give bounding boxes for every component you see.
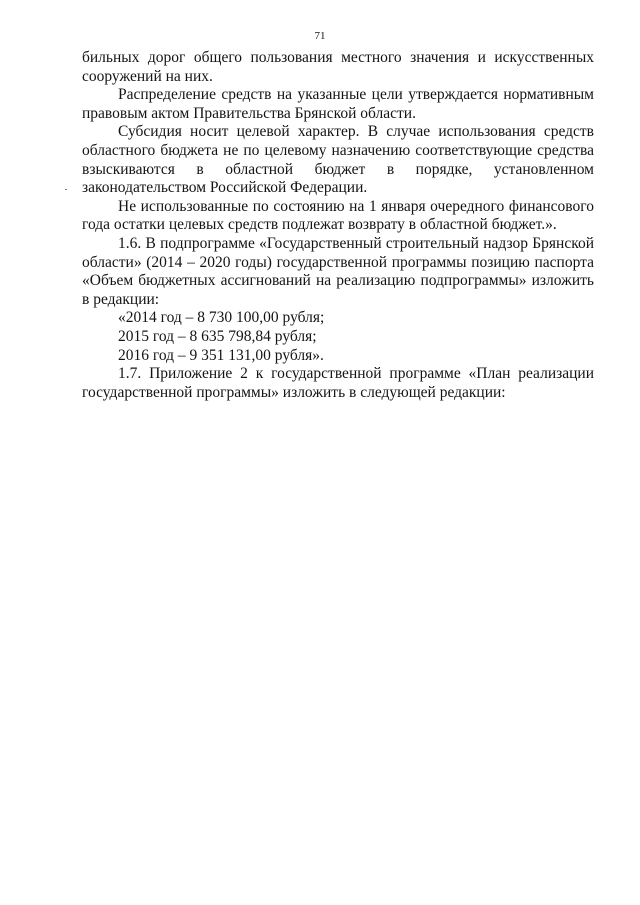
paragraph-unused-funds: Не использованные по состоянию на 1 января очередного финансового года остатки целевых средств подлежат возврату в областной бюджет.». bbox=[82, 197, 594, 234]
paragraph-item-1-6: 1.6. В подпрограмме «Государственный строительный надзор Брянской области» (2014 – 2020 годы) государственной программы позицию паспорта «Объем бюджетных ассигнований на реализацию подпрограммы» изложить в редакции: bbox=[82, 234, 594, 308]
page-number: 71 bbox=[314, 30, 326, 42]
budget-line-2015: 2015 год – 8 635 798,84 рубля; bbox=[118, 327, 317, 345]
paragraph-continuation: бильных дорог общего пользования местного значения и искусственных сооружений на них. bbox=[82, 49, 594, 85]
budget-line-2016: 2016 год – 9 351 131,00 рубля». bbox=[118, 346, 324, 364]
paragraph-subsidy: Субсидия носит целевой характер. В случае использования средств областного бюджета не по целевому назначению соответствующие средства взыскиваются в областной бюджет в порядке, установленном законодательством Российской Федерации. bbox=[82, 123, 594, 197]
paragraph-item-1-7: 1.7. Приложение 2 к государственной программе «План реализации государственной программы» изложить в следующей редакции: bbox=[82, 365, 594, 401]
budget-line-2014: «2014 год – 8 730 100,00 рубля; bbox=[118, 309, 325, 327]
margin-mark bbox=[65, 189, 67, 190]
document-body bbox=[82, 49, 594, 402]
paragraph-distribution: Распределение средств на указанные цели утверждается нормативным правовым актом Правительства Брянской области. bbox=[82, 86, 594, 122]
